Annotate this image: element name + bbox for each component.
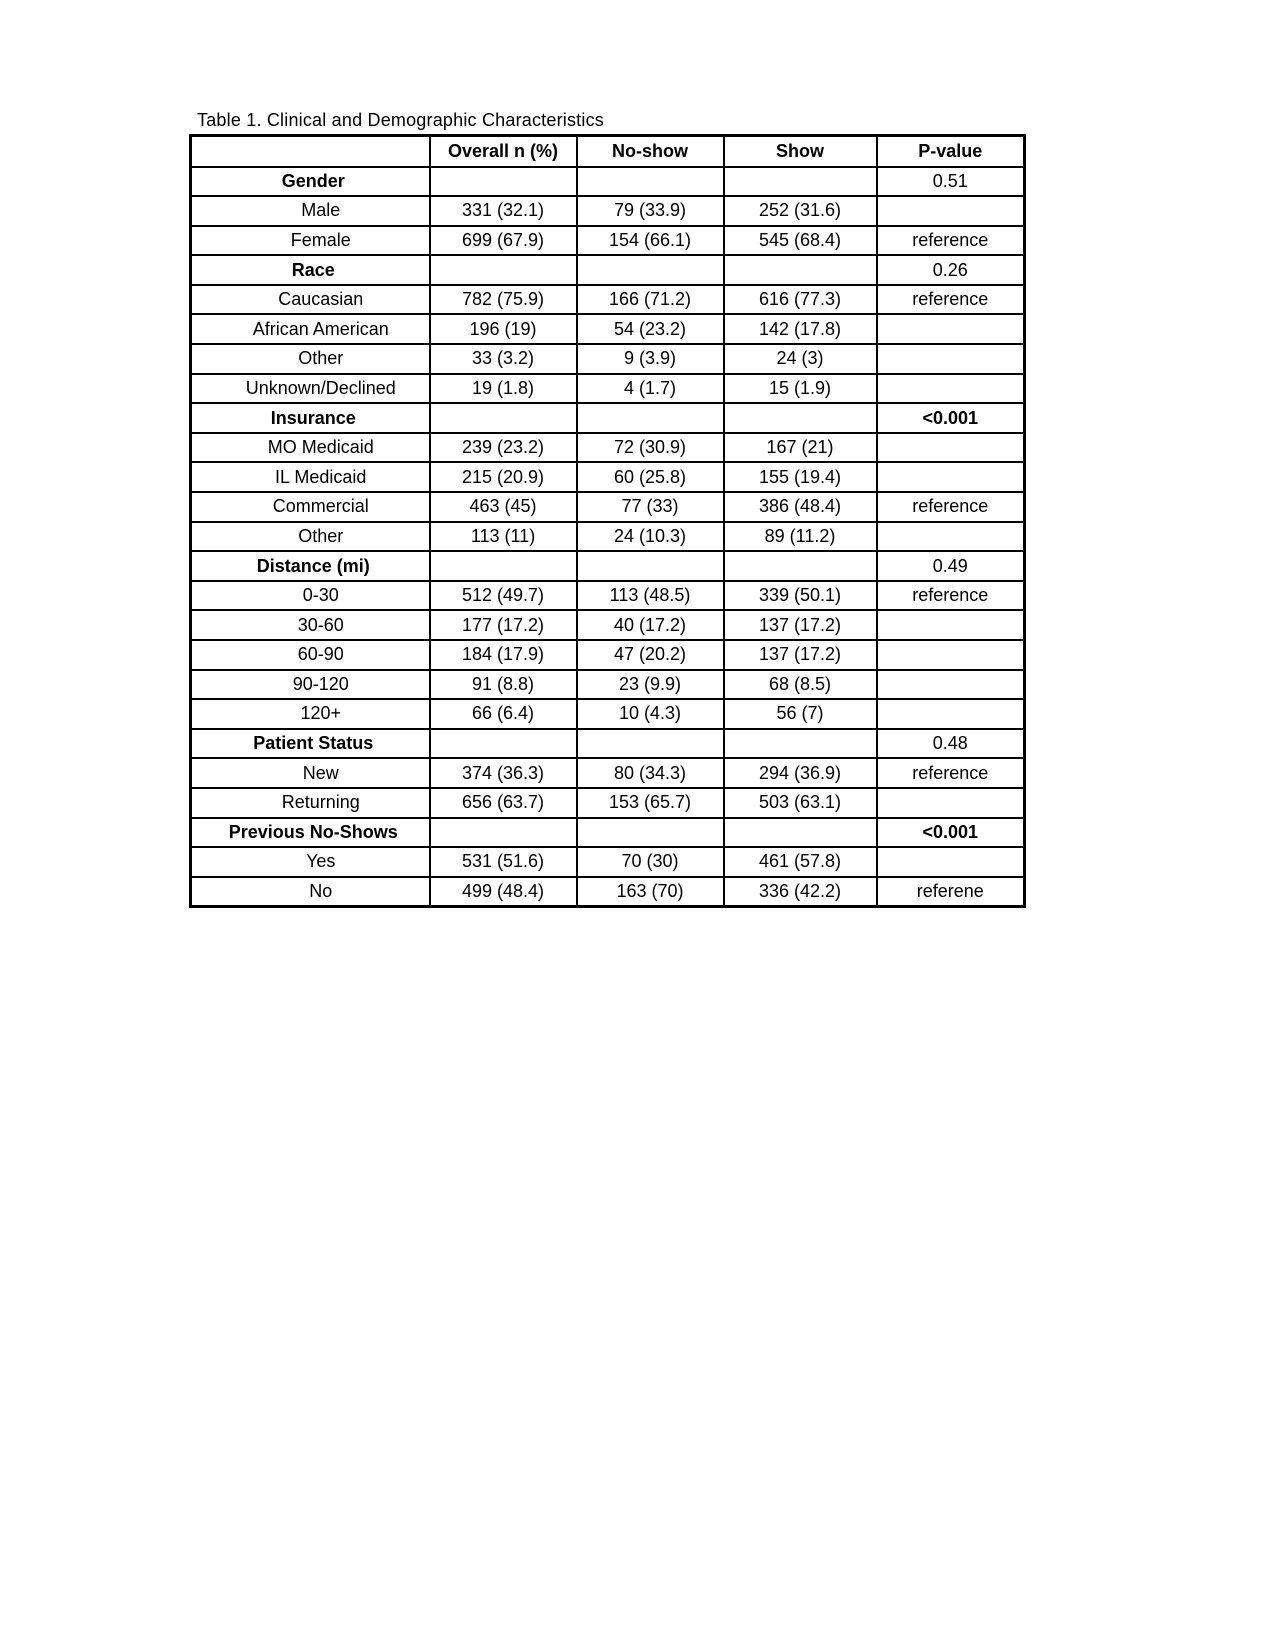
table-row [191, 462, 1025, 492]
characteristics-table [189, 134, 1026, 908]
overall-cell [430, 167, 577, 197]
row-label-cell: Returning [191, 788, 430, 818]
show-cell: 24 (3) [724, 344, 877, 374]
show-cell: 545 (68.4) [724, 226, 877, 256]
table-row [191, 699, 1025, 729]
table-row [191, 758, 1025, 788]
noshow-cell: 54 (23.2) [577, 314, 724, 344]
show-cell: 339 (50.1) [724, 581, 877, 611]
noshow-cell: 154 (66.1) [577, 226, 724, 256]
table-row [191, 344, 1025, 374]
row-label-cell: Race [191, 255, 430, 285]
noshow-cell [577, 729, 724, 759]
overall-cell: 239 (23.2) [430, 433, 577, 463]
overall-cell [430, 403, 577, 433]
table-row [191, 610, 1025, 640]
noshow-cell: 163 (70) [577, 877, 724, 907]
row-label-cell: Commercial [191, 492, 430, 522]
overall-cell: 512 (49.7) [430, 581, 577, 611]
overall-cell: 782 (75.9) [430, 285, 577, 315]
overall-cell: 184 (17.9) [430, 640, 577, 670]
noshow-cell: 70 (30) [577, 847, 724, 877]
overall-cell: 699 (67.9) [430, 226, 577, 256]
overall-cell: 499 (48.4) [430, 877, 577, 907]
table-row [191, 285, 1025, 315]
noshow-cell [577, 403, 724, 433]
noshow-cell: 153 (65.7) [577, 788, 724, 818]
pvalue-cell: <0.001 [877, 403, 1025, 433]
overall-cell: 66 (6.4) [430, 699, 577, 729]
overall-cell: 331 (32.1) [430, 196, 577, 226]
row-label-cell: Male [191, 196, 430, 226]
show-cell [724, 729, 877, 759]
noshow-cell: 166 (71.2) [577, 285, 724, 315]
table-row [191, 492, 1025, 522]
overall-cell: 91 (8.8) [430, 670, 577, 700]
show-cell: 137 (17.2) [724, 610, 877, 640]
pvalue-cell: <0.001 [877, 818, 1025, 848]
show-cell [724, 403, 877, 433]
pvalue-cell: reference [877, 581, 1025, 611]
pvalue-cell [877, 374, 1025, 404]
overall-cell: 531 (51.6) [430, 847, 577, 877]
show-cell: 252 (31.6) [724, 196, 877, 226]
section-row [191, 818, 1025, 848]
overall-cell [430, 255, 577, 285]
noshow-cell: 9 (3.9) [577, 344, 724, 374]
table-row [191, 433, 1025, 463]
table-row [191, 847, 1025, 877]
row-label-cell: Insurance [191, 403, 430, 433]
table-header [191, 136, 1025, 167]
overall-cell [430, 729, 577, 759]
show-cell [724, 255, 877, 285]
row-label-cell: Yes [191, 847, 430, 877]
pvalue-cell: reference [877, 285, 1025, 315]
pvalue-cell [877, 196, 1025, 226]
row-label-cell: African American [191, 314, 430, 344]
noshow-cell: 23 (9.9) [577, 670, 724, 700]
table-row [191, 788, 1025, 818]
row-label-cell: 30-60 [191, 610, 430, 640]
pvalue-cell [877, 344, 1025, 374]
row-label-cell: IL Medicaid [191, 462, 430, 492]
pvalue-cell [877, 610, 1025, 640]
pvalue-cell: reference [877, 758, 1025, 788]
overall-cell: 196 (19) [430, 314, 577, 344]
row-label-cell: Other [191, 344, 430, 374]
pvalue-cell [877, 640, 1025, 670]
noshow-cell: 79 (33.9) [577, 196, 724, 226]
noshow-cell [577, 167, 724, 197]
pvalue-cell [877, 522, 1025, 552]
pvalue-cell: 0.49 [877, 551, 1025, 581]
row-label-cell: Female [191, 226, 430, 256]
show-cell [724, 818, 877, 848]
show-cell: 461 (57.8) [724, 847, 877, 877]
show-cell: 386 (48.4) [724, 492, 877, 522]
table-row [191, 640, 1025, 670]
overall-cell [430, 551, 577, 581]
pvalue-cell [877, 462, 1025, 492]
pvalue-cell: referene [877, 877, 1025, 907]
overall-cell: 656 (63.7) [430, 788, 577, 818]
noshow-cell: 77 (33) [577, 492, 724, 522]
overall-cell: 215 (20.9) [430, 462, 577, 492]
overall-cell: 33 (3.2) [430, 344, 577, 374]
show-cell: 68 (8.5) [724, 670, 877, 700]
table-row [191, 226, 1025, 256]
noshow-cell: 60 (25.8) [577, 462, 724, 492]
pvalue-cell: 0.51 [877, 167, 1025, 197]
pvalue-cell [877, 433, 1025, 463]
pvalue-cell [877, 847, 1025, 877]
header-row [191, 136, 1025, 167]
show-cell: 167 (21) [724, 433, 877, 463]
pvalue-cell [877, 699, 1025, 729]
table-row [191, 877, 1025, 907]
section-row [191, 167, 1025, 197]
pvalue-cell: reference [877, 492, 1025, 522]
noshow-cell: 113 (48.5) [577, 581, 724, 611]
header-cell-overall: Overall n (%) [430, 136, 577, 167]
section-row [191, 403, 1025, 433]
row-label-cell: MO Medicaid [191, 433, 430, 463]
table-caption: Table 1. Clinical and Demographic Characteristics [197, 110, 604, 130]
overall-cell: 374 (36.3) [430, 758, 577, 788]
table-row [191, 522, 1025, 552]
overall-cell: 463 (45) [430, 492, 577, 522]
show-cell: 56 (7) [724, 699, 877, 729]
row-label-cell: 0-30 [191, 581, 430, 611]
header-cell-noshow: No-show [577, 136, 724, 167]
noshow-cell: 40 (17.2) [577, 610, 724, 640]
show-cell: 503 (63.1) [724, 788, 877, 818]
row-label-cell: Previous No-Shows [191, 818, 430, 848]
row-label-cell: 60-90 [191, 640, 430, 670]
pvalue-cell: 0.48 [877, 729, 1025, 759]
show-cell: 89 (11.2) [724, 522, 877, 552]
row-label-cell: Other [191, 522, 430, 552]
row-label-cell: New [191, 758, 430, 788]
table-row [191, 374, 1025, 404]
show-cell: 137 (17.2) [724, 640, 877, 670]
overall-cell: 177 (17.2) [430, 610, 577, 640]
header-cell-pvalue: P-value [877, 136, 1025, 167]
show-cell: 155 (19.4) [724, 462, 877, 492]
overall-cell: 113 (11) [430, 522, 577, 552]
row-label-cell: No [191, 877, 430, 907]
noshow-cell [577, 818, 724, 848]
section-row [191, 551, 1025, 581]
table-row [191, 314, 1025, 344]
noshow-cell: 47 (20.2) [577, 640, 724, 670]
table-row [191, 670, 1025, 700]
show-cell: 616 (77.3) [724, 285, 877, 315]
row-label-cell: Gender [191, 167, 430, 197]
section-row [191, 255, 1025, 285]
show-cell: 15 (1.9) [724, 374, 877, 404]
row-label-cell: 120+ [191, 699, 430, 729]
overall-cell [430, 818, 577, 848]
section-row [191, 729, 1025, 759]
noshow-cell [577, 255, 724, 285]
header-cell-show: Show [724, 136, 877, 167]
pvalue-cell [877, 314, 1025, 344]
row-label-cell: Distance (mi) [191, 551, 430, 581]
pvalue-cell: 0.26 [877, 255, 1025, 285]
show-cell: 294 (36.9) [724, 758, 877, 788]
show-cell [724, 551, 877, 581]
noshow-cell: 72 (30.9) [577, 433, 724, 463]
table-row [191, 196, 1025, 226]
header-cell-blank [191, 136, 430, 167]
row-label-cell: Unknown/Declined [191, 374, 430, 404]
show-cell: 336 (42.2) [724, 877, 877, 907]
pvalue-cell: reference [877, 226, 1025, 256]
row-label-cell: Patient Status [191, 729, 430, 759]
noshow-cell [577, 551, 724, 581]
table-body [191, 167, 1025, 907]
table-block [189, 110, 1025, 908]
show-cell: 142 (17.8) [724, 314, 877, 344]
noshow-cell: 80 (34.3) [577, 758, 724, 788]
pvalue-cell [877, 670, 1025, 700]
noshow-cell: 4 (1.7) [577, 374, 724, 404]
row-label-cell: 90-120 [191, 670, 430, 700]
noshow-cell: 24 (10.3) [577, 522, 724, 552]
show-cell [724, 167, 877, 197]
table-row [191, 581, 1025, 611]
overall-cell: 19 (1.8) [430, 374, 577, 404]
row-label-cell: Caucasian [191, 285, 430, 315]
noshow-cell: 10 (4.3) [577, 699, 724, 729]
pvalue-cell [877, 788, 1025, 818]
